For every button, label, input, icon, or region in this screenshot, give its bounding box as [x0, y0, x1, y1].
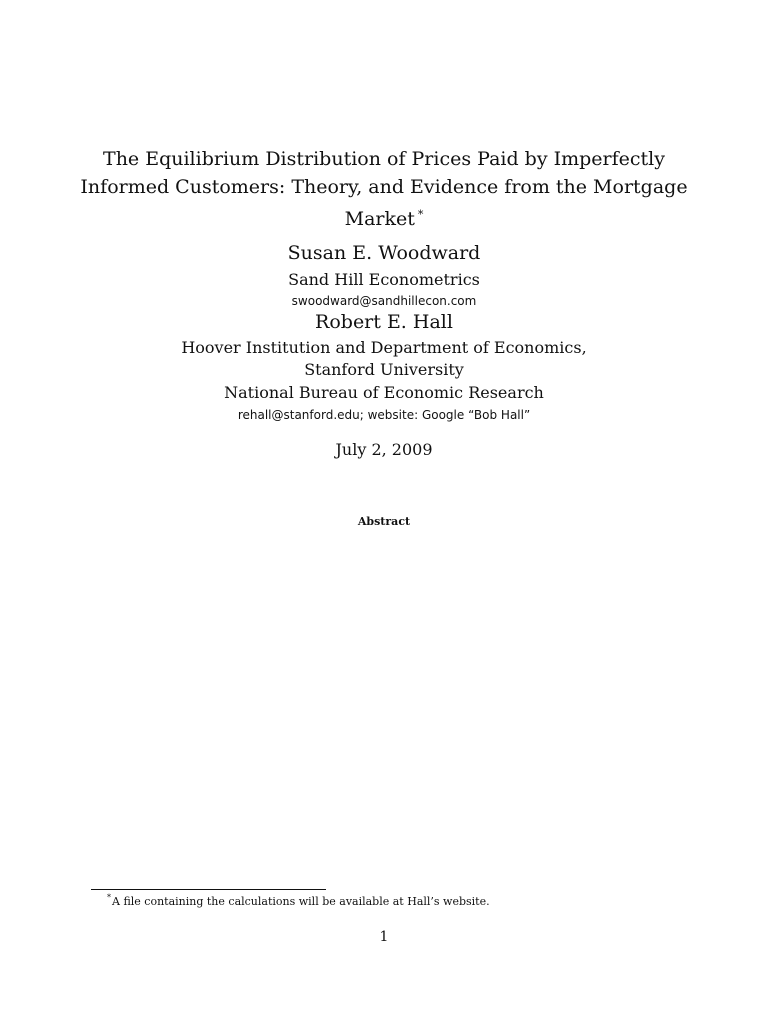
page-number: 1 [379, 929, 389, 945]
author-2-affiliation-1: Hoover Institution and Department of Economics, [181, 338, 587, 357]
author-2-affiliation-3: National Bureau of Economic Research [224, 383, 544, 402]
title-line-3 [0, 201, 768, 233]
author-2-name: Robert E. Hall [315, 311, 453, 333]
abstract-heading: Abstract [357, 515, 411, 528]
paper-title [0, 145, 768, 233]
footnote [107, 893, 490, 908]
author-2-email: rehall@stanford.edu; website: Google “Bob Hall” [237, 408, 531, 422]
author-1-affiliation: Sand Hill Econometrics [288, 270, 480, 289]
title-footnote-mark: * [417, 208, 424, 221]
paper-date: July 2, 2009 [335, 440, 433, 459]
title-line-2: Informed Customers: Theory, and Evidence from the Mortgage [80, 176, 688, 198]
footnote-text: A file containing the calculations will be available at Hall’s website. [112, 895, 490, 908]
author-2-affiliation-2: Stanford University [304, 360, 464, 379]
title-line-1: The Equilibrium Distribution of Prices Paid by Imperfectly [103, 148, 665, 170]
title-line-3-text: Market [344, 208, 415, 230]
footnote-mark: * [107, 893, 111, 902]
author-1-name: Susan E. Woodward [287, 242, 481, 264]
author-1-email: swoodward@sandhillecon.com [291, 294, 477, 308]
footnote-divider [91, 889, 326, 890]
